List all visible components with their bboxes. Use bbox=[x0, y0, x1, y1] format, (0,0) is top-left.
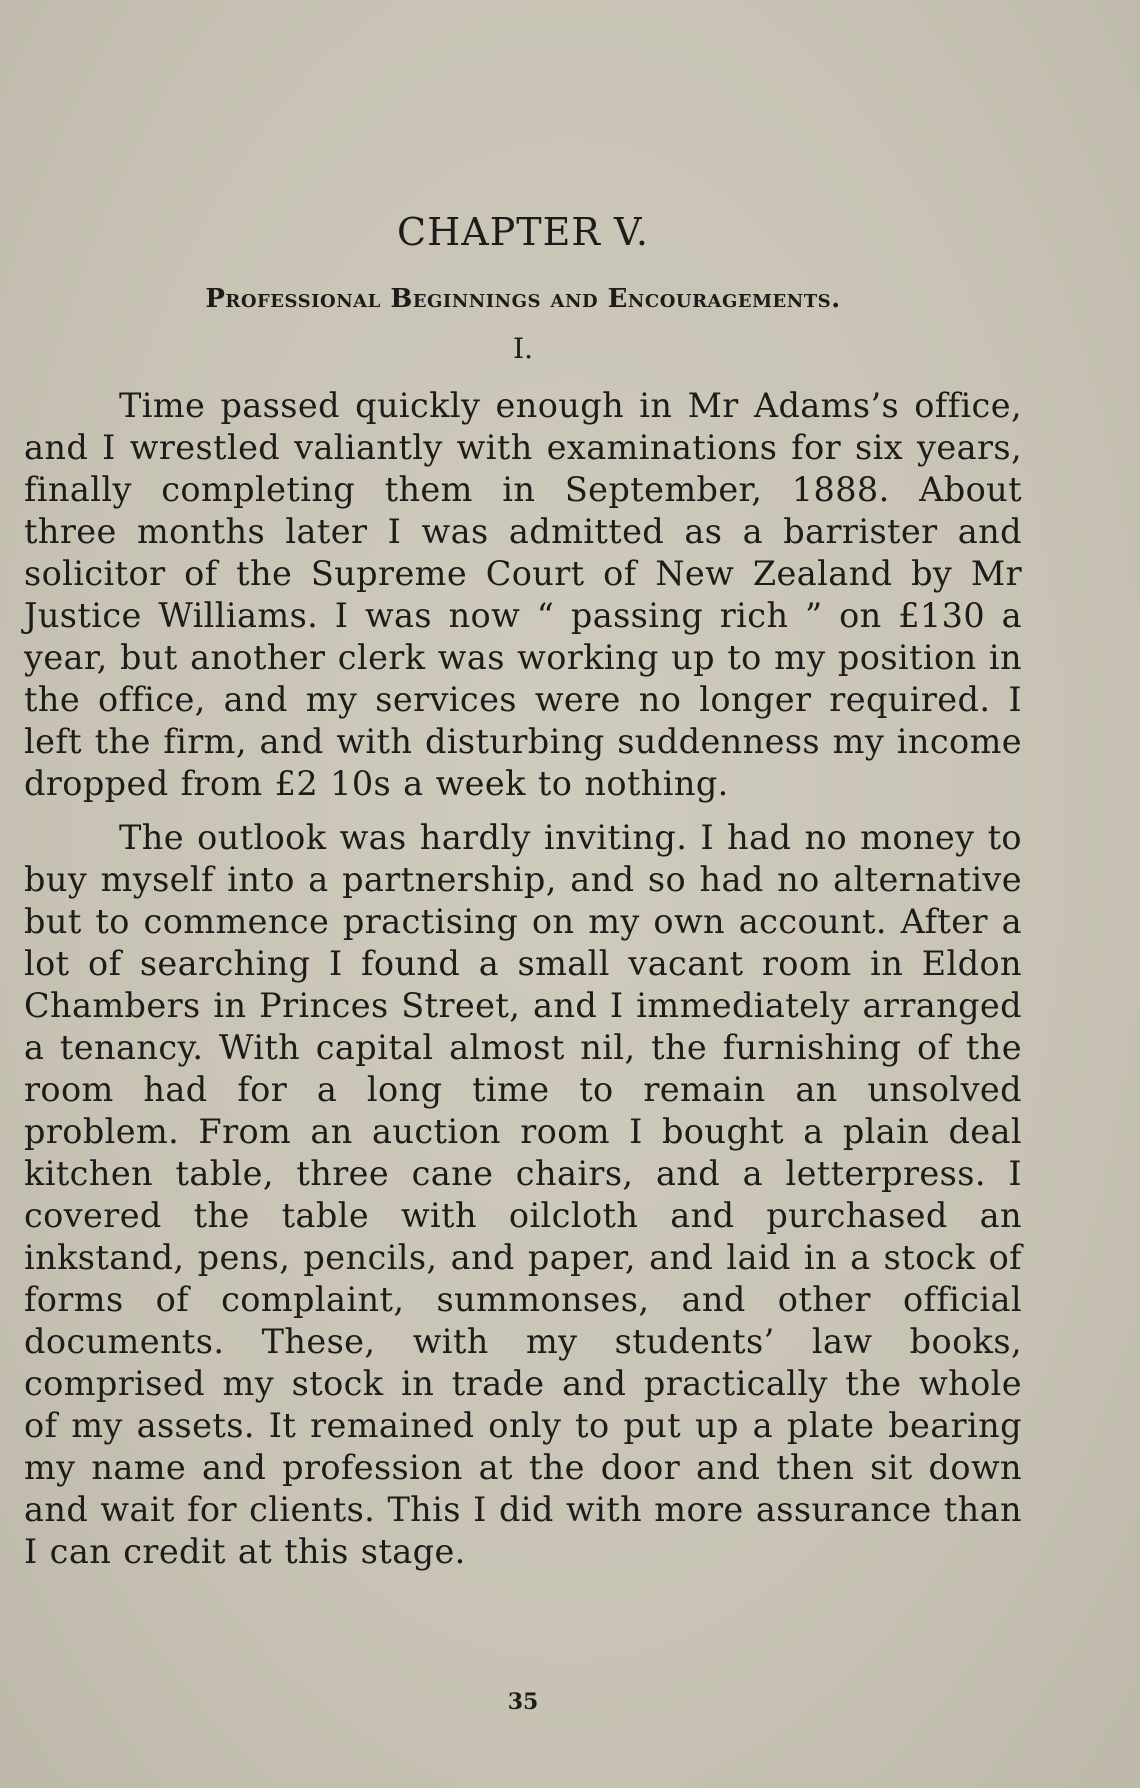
body-text bbox=[24, 385, 1022, 1585]
paragraph-2: The outlook was hardly inviting. I had no money to buy myself into a partnership, and so had no alternative but to commence practising on my own account. After a lot of searching I found a small vacant room in Eldon Chambers in Princes Street, and I immediately arranged a tenancy. With capital almost nil, the furnishing of the room had for a long time to remain an unsolved problem. From an auction room I bought a plain deal kitchen table, three cane chairs, and a letterpress. I covered the table with oilcloth and purchased an inkstand, pens, pencils, and paper, and laid in a stock of forms of complaint, summonses, and other official documents. These, with my students’ law books, comprised my stock in trade and practically the whole of my assets. It remained only to put up a plate bearing my name and profession at the door and then sit down and wait for clients. This I did with more assurance than I can credit at this stage. bbox=[24, 818, 1022, 1571]
paragraph-1: Time passed quickly enough in Mr Adams’s office, and I wrestled valiantly with examinations for six years, finally completing them in September, 1888. About three months later I was admitted as a barrister and solicitor of the Supreme Court of New Zealand by Mr Justice Williams. I was now “ passing rich ” on £130 a year, but another clerk was working up to my position in the office, and my services were no longer required. I left the firm, and with disturbing suddenness my income dropped from £2 10s a week to nothing. bbox=[24, 386, 1022, 803]
section-number: I. bbox=[513, 332, 533, 365]
chapter-subtitle: Professional Beginnings and Encouragements. bbox=[205, 284, 841, 314]
page-number: 35 bbox=[507, 1689, 539, 1715]
chapter-title: CHAPTER V. bbox=[397, 210, 649, 254]
